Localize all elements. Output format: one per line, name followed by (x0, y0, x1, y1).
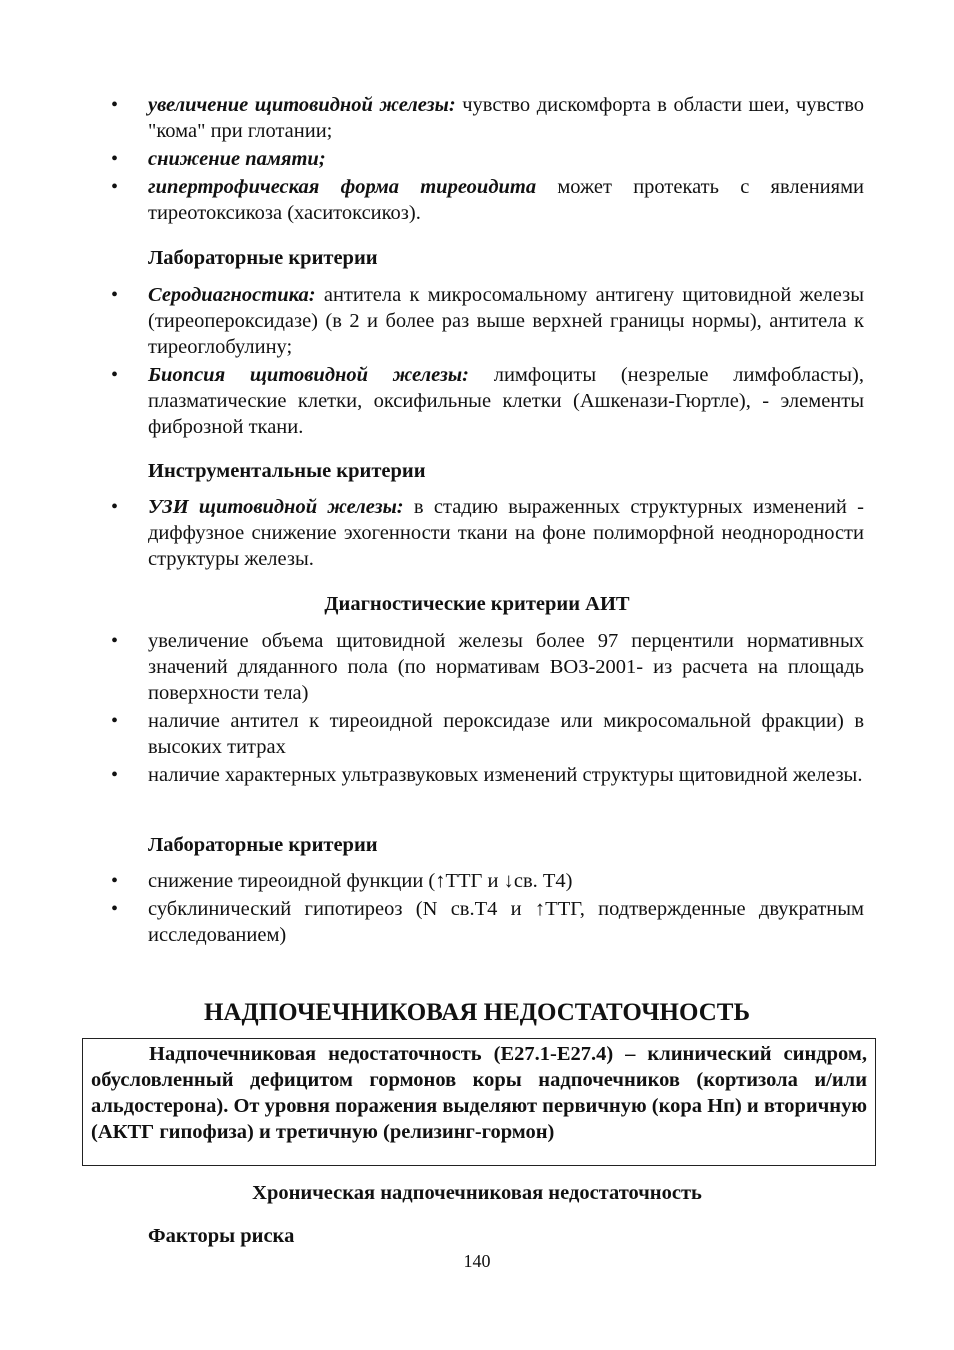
lab-criteria-heading: Лабораторные критерии (148, 247, 378, 269)
list-item: • гипертрофическая форма тиреоидита может протекать с явлениями тиреотоксикоза (хаситоксикоз). (108, 174, 864, 226)
list-item: • увеличение объема щитовидной железы более 97 перцентили нормативных значений дляданного пола (по нормативам ВОЗ-2001- из расчета на площадь поверхности тела) (108, 628, 864, 706)
list-item: • УЗИ щитовидной железы: в стадию выраженных структурных изменений - диффузное снижение эхогенности ткани на фоне полиморфной неоднородности структуры железы. (108, 494, 864, 572)
list-item: • снижение памяти; (108, 146, 864, 172)
list-item: • наличие антител к тиреоидной пероксидазе или микросомальной фракции) в высоких титрах (108, 708, 864, 760)
definition-box: Надпочечниковая недостаточность (Е27.1-Е27.4) – клинический синдром, обусловленный дефицитом гормонов коры надпочечников (кортизола и/или альдостерона). От уровня поражения выделяют первичную (кора Нп) и вторичную (АКТГ гипофиза) и третичную (релизинг-гормон) (82, 1038, 876, 1166)
list-item: • снижение тиреоидной функции (↑ТТГ и ↓св. Т4) (108, 868, 864, 894)
list-item: • увеличение щитовидной железы: чувство дискомфорта в области шеи, чувство "кома" при глотании; (108, 92, 864, 144)
section-title: НАДПОЧЕЧНИКОВАЯ НЕДОСТАТОЧНОСТЬ (203, 999, 751, 1026)
lab-criteria-heading-2: Лабораторные критерии (148, 834, 378, 856)
lab-criteria-list (108, 282, 864, 442)
risk-factors-heading: Факторы риска (148, 1225, 295, 1247)
list-item: • Биопсия щитовидной железы: лимфоциты (незрелые лимфобласты), плазматические клетки, оксифильные клетки (Ашкенази-Гюртле), - элементы фиброзной ткани. (108, 362, 864, 440)
lab-criteria-list-2 (108, 868, 864, 950)
instrumental-criteria-list (108, 494, 864, 574)
list-item: • субклинический гипотиреоз (N св.Т4 и ↑ТТГ, подтвержденные двукратным исследованием) (108, 896, 864, 948)
symptoms-list (108, 92, 864, 228)
list-item: • наличие характерных ультразвуковых изменений структуры щитовидной железы. (108, 762, 864, 788)
diagnostic-criteria-heading: Диагностические критерии АИТ (324, 593, 630, 615)
diagnostic-criteria-list (108, 628, 864, 790)
list-item: • Серодиагностика: антитела к микросомальному антигену щитовидной железы (тиреопероксидазе) (в 2 и более раз выше верхней границы нормы), антитела к тиреоглобулину; (108, 282, 864, 360)
page-number: 140 (463, 1251, 491, 1271)
instrumental-criteria-heading: Инструментальные критерии (148, 460, 426, 482)
chronic-heading: Хроническая надпочечниковая недостаточность (252, 1182, 702, 1204)
